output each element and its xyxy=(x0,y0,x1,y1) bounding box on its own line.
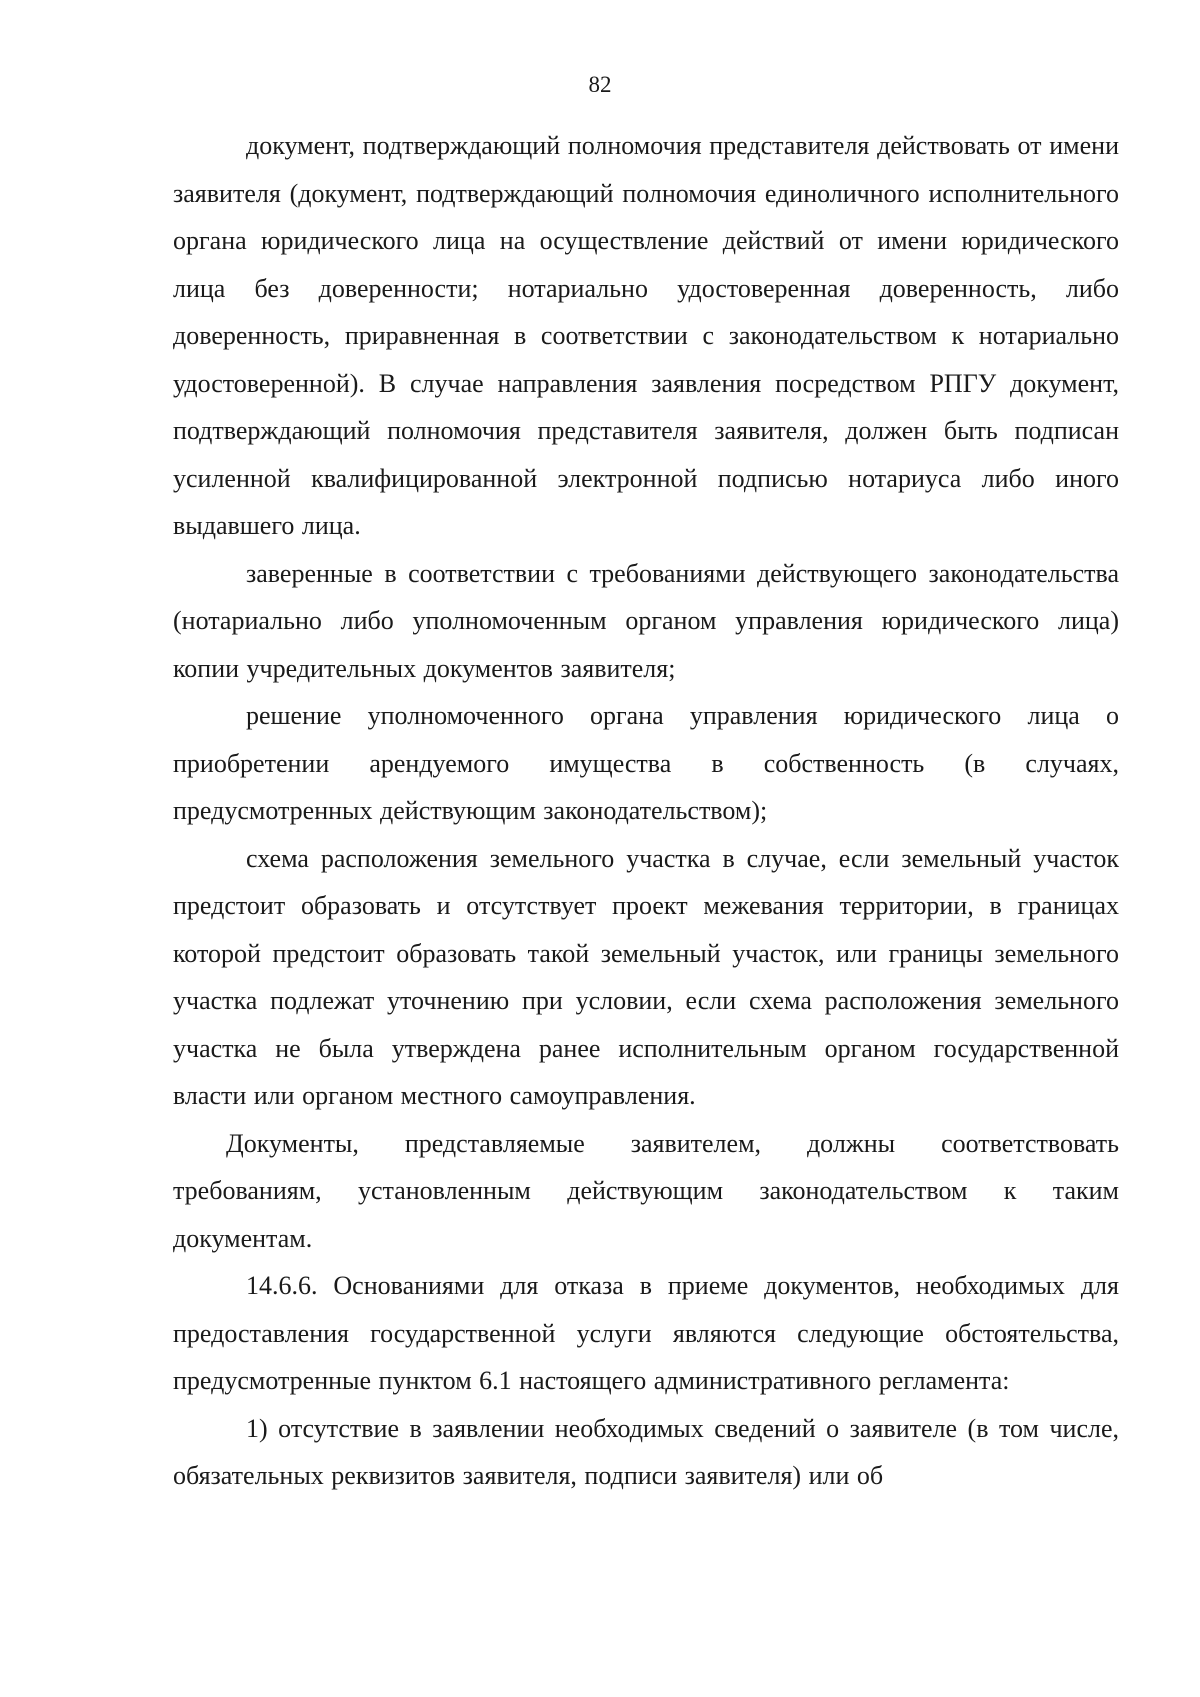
paragraph-representative-authority: документ, подтверждающий полномочия представителя действовать от имени заявителя (документ, подтверждающий полномочия единоличного исполнительного органа юридического лица на осуществление действий от имени юридического лица без доверенности; нотариально удостоверенная доверенность, либо доверенность, приравненная в соответствии с законодательством к нотариально удостоверенной). В случае направления заявления посредством РПГУ документ, подтверждающий полномочия представителя заявителя, должен быть подписан усиленной квалифицированной электронной подписью нотариуса либо иного выдавшего лица. xyxy=(173,131,1119,540)
page-number: 82 xyxy=(588,72,612,97)
paragraph-certified-copies: заверенные в соответствии с требованиями действующего законодательства (нотариально либо уполномоченным органом управления юридического лица) копии учредительных документов заявителя; xyxy=(173,558,1119,683)
paragraph-list-item-1: 1) отсутствие в заявлении необходимых сведений о заявителе (в том числе, обязательных реквизитов заявителя, подписи заявителя) или об xyxy=(173,1413,1119,1490)
paragraph-management-decision: решение уполномоченного органа управления юридического лица о приобретении арендуемого имущества в собственность (в случаях, предусмотренных действующим законодательством); xyxy=(173,701,1119,825)
paragraph-rejection-grounds: 14.6.6. Основаниями для отказа в приеме документов, необходимых для предоставления государственной услуги являются следующие обстоятельства, предусмотренные пунктом 6.1 настоящего административного регламента: xyxy=(173,1271,1119,1395)
paragraph-documents-requirements: Документы, представляемые заявителем, должны соответствовать требованиям, установленным действующим законодательством к таким документам. xyxy=(173,1128,1119,1253)
paragraph-land-plot-scheme: схема расположения земельного участка в случае, если земельный участок предстоит образовать и отсутствует проект межевания территории, в границах которой предстоит образовать такой земельный участок, или границы земельного участка подлежат уточнению при условии, если схема расположения земельного участка не была утверждена ранее исполнительным органом государственной власти или органом местного самоуправления. xyxy=(173,843,1119,1110)
document-body xyxy=(173,122,1119,1500)
